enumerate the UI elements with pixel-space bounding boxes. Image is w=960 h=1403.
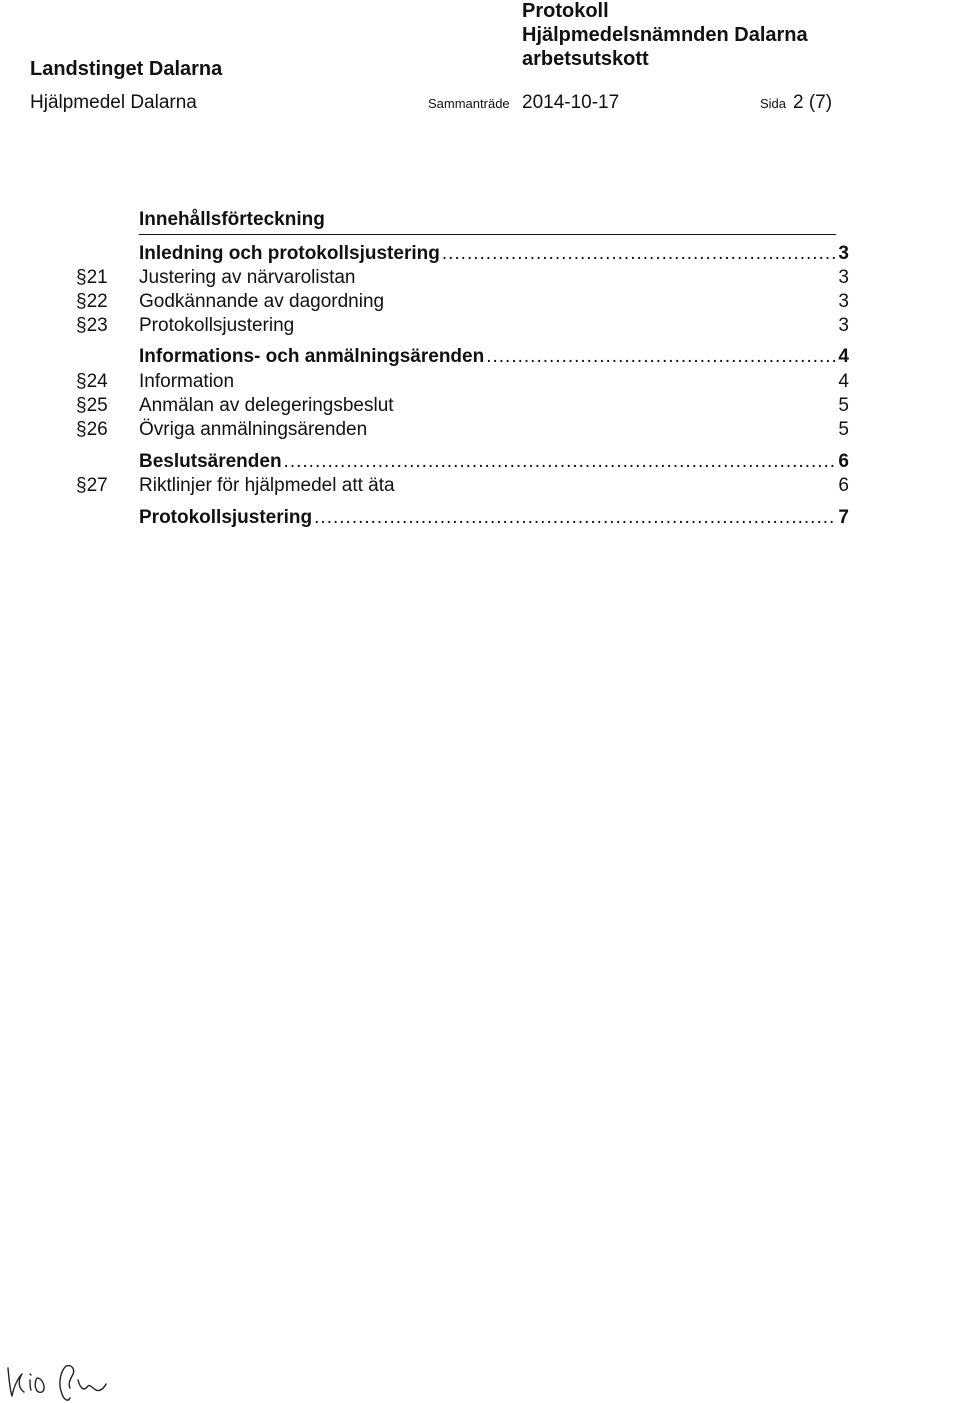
toc-item-page: 3: [838, 291, 849, 312]
toc-section-title: Informations- och anmälningsärenden: [139, 346, 485, 367]
organization-name: Landstinget Dalarna: [30, 58, 223, 80]
toc-divider: [139, 234, 836, 235]
toc-item-label: Övriga anmälningsärenden: [139, 419, 368, 440]
document-type: Protokoll: [522, 0, 609, 22]
paragraph-number: §22: [76, 291, 108, 312]
toc-section-page: 6: [838, 451, 849, 472]
dot-leader: [442, 243, 837, 265]
page-number: 2 (7): [793, 92, 833, 113]
paragraph-number: §27: [76, 475, 108, 496]
toc-section-title: Inledning och protokollsjustering: [139, 243, 440, 264]
toc-item-page: 5: [838, 419, 849, 440]
toc-item: [0, 475, 960, 499]
page-label: Sida: [760, 96, 787, 111]
handwritten-initials: [0, 1328, 140, 1403]
committee-name: Hjälpmedelsnämnden Dalarna: [522, 24, 808, 46]
toc-item-page: 6: [838, 475, 849, 496]
initials-signature-2: [60, 1366, 106, 1400]
toc-item-page: 3: [838, 267, 849, 288]
toc-item: [0, 315, 960, 339]
toc-section-heading: [139, 243, 849, 267]
toc-item-page: 3: [838, 315, 849, 336]
toc-item-label: Riktlinjer för hjälpmedel att äta: [139, 475, 395, 496]
toc-section-title: Protokollsjustering: [139, 507, 313, 528]
toc-section-heading: [139, 507, 849, 531]
toc-item: [0, 395, 960, 419]
paragraph-number: §24: [76, 371, 108, 392]
toc-item-page: 4: [838, 371, 849, 392]
committee-subtitle: arbetsutskott: [522, 48, 649, 70]
paragraph-number: §21: [76, 267, 108, 288]
meeting-label: Sammanträde: [428, 96, 510, 111]
toc-item-label: Protokollsjustering: [139, 315, 295, 336]
paragraph-number: §26: [76, 419, 108, 440]
toc-item: [0, 419, 960, 443]
toc-section-title: Beslutsärenden: [139, 451, 282, 472]
toc-item-label: Information: [139, 371, 235, 392]
toc-section-heading: [139, 346, 849, 370]
toc-item-page: 5: [838, 395, 849, 416]
paragraph-number: §23: [76, 315, 108, 336]
toc-item: [0, 267, 960, 291]
department-name: Hjälpmedel Dalarna: [30, 92, 197, 113]
toc-item: [0, 371, 960, 395]
toc-heading: Innehållsförteckning: [139, 209, 325, 230]
initials-signature-1: [8, 1368, 44, 1396]
meeting-date: 2014-10-17: [522, 92, 620, 113]
dot-leader: [284, 451, 837, 473]
toc-item-label: Godkännande av dagordning: [139, 291, 385, 312]
toc-section-page: 7: [838, 507, 849, 528]
paragraph-number: §25: [76, 395, 108, 416]
toc-item: [0, 291, 960, 315]
dot-leader: [486, 346, 836, 368]
toc-item-label: Justering av närvarolistan: [139, 267, 356, 288]
toc-section-page: 4: [838, 346, 849, 367]
toc-section-page: 3: [838, 243, 849, 264]
toc-section-heading: [139, 451, 849, 475]
document-title: [522, 0, 808, 72]
toc-item-label: Anmälan av delegeringsbeslut: [139, 395, 394, 416]
dot-leader: [314, 507, 836, 529]
